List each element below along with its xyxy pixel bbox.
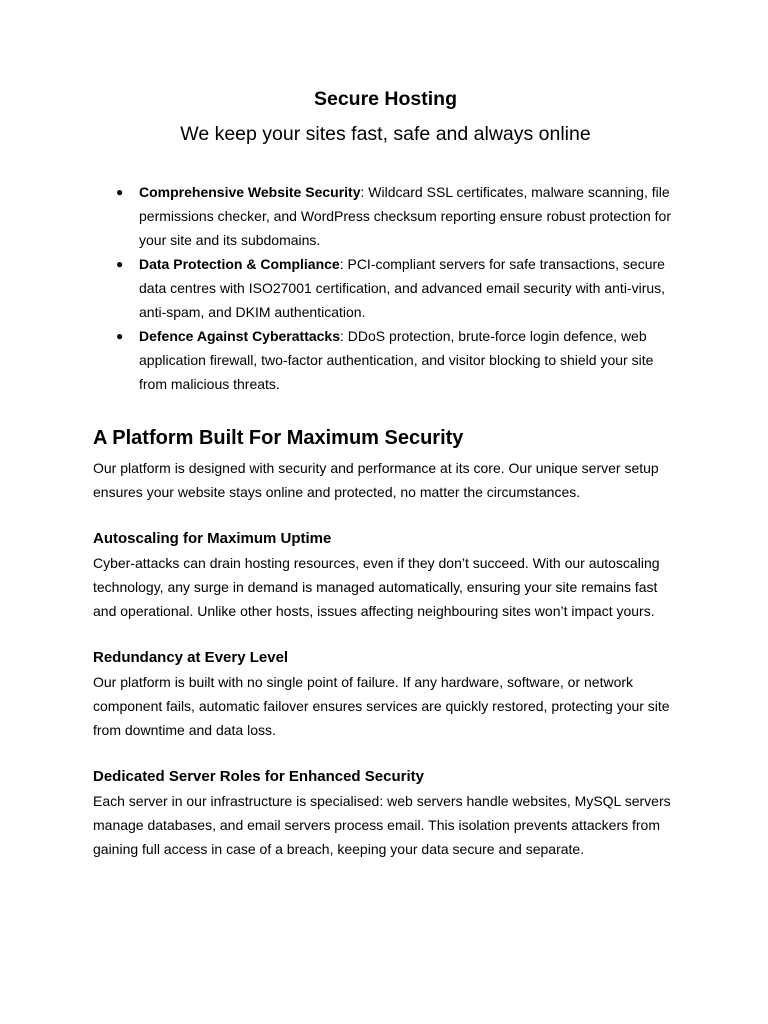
document-subtitle: We keep your sites fast, safe and always online [180,123,591,145]
bullet-icon: ● [116,257,124,271]
feature-item [93,324,678,396]
document-page [93,86,678,861]
feature-list [93,180,678,396]
server-roles-heading: Dedicated Server Roles for Enhanced Security [93,768,424,785]
feature-item [93,252,678,324]
feature-title: Comprehensive Website Security [139,184,361,200]
redundancy-heading: Redundancy at Every Level [93,649,289,666]
document-title: Secure Hosting [313,88,458,110]
feature-item [93,180,678,252]
feature-title: Defence Against Cyberattacks [139,328,341,344]
feature-description: : PCI-compliant servers for safe transactions, secure data centres with ISO27001 certification, and advanced email security with anti-virus, anti-spam, and DKIM authentication. [139,256,666,320]
redundancy-body: Our platform is built with no single point of failure. If any hardware, software, or network component fails, automatic failover ensures services are quickly restored, protecting your site from downtime and data loss. [93,674,670,738]
feature-description: : DDoS protection, brute-force login defence, web application firewall, two-factor authentication, and visitor blocking to shield your site from malicious threats. [139,328,654,392]
bullet-icon: ● [116,185,124,199]
platform-intro: Our platform is designed with security and performance at its core. Our unique server setup ensures your website stays online and protected, no matter the circumstances. [93,460,659,500]
autoscaling-body: Cyber-attacks can drain hosting resources, even if they don’t succeed. With our autoscaling technology, any surge in demand is managed automatically, ensuring your site remains fast and operational. Unlike other hosts, issues affecting neighbouring sites won’t impact yours. [93,555,660,619]
server-roles-body: Each server in our infrastructure is specialised: web servers handle websites, MySQL servers manage databases, and email servers process email. This isolation prevents attackers from gaining full access in case of a breach, keeping your data secure and separate. [93,793,671,857]
platform-heading: A Platform Built For Maximum Security [93,427,464,449]
feature-description: : Wildcard SSL certificates, malware scanning, file permissions checker, and WordPress checksum reporting ensure robust protection for your site and its subdomains. [139,184,671,248]
autoscaling-heading: Autoscaling for Maximum Uptime [93,530,332,547]
feature-title: Data Protection & Compliance [139,256,340,272]
bullet-icon: ● [116,329,124,343]
